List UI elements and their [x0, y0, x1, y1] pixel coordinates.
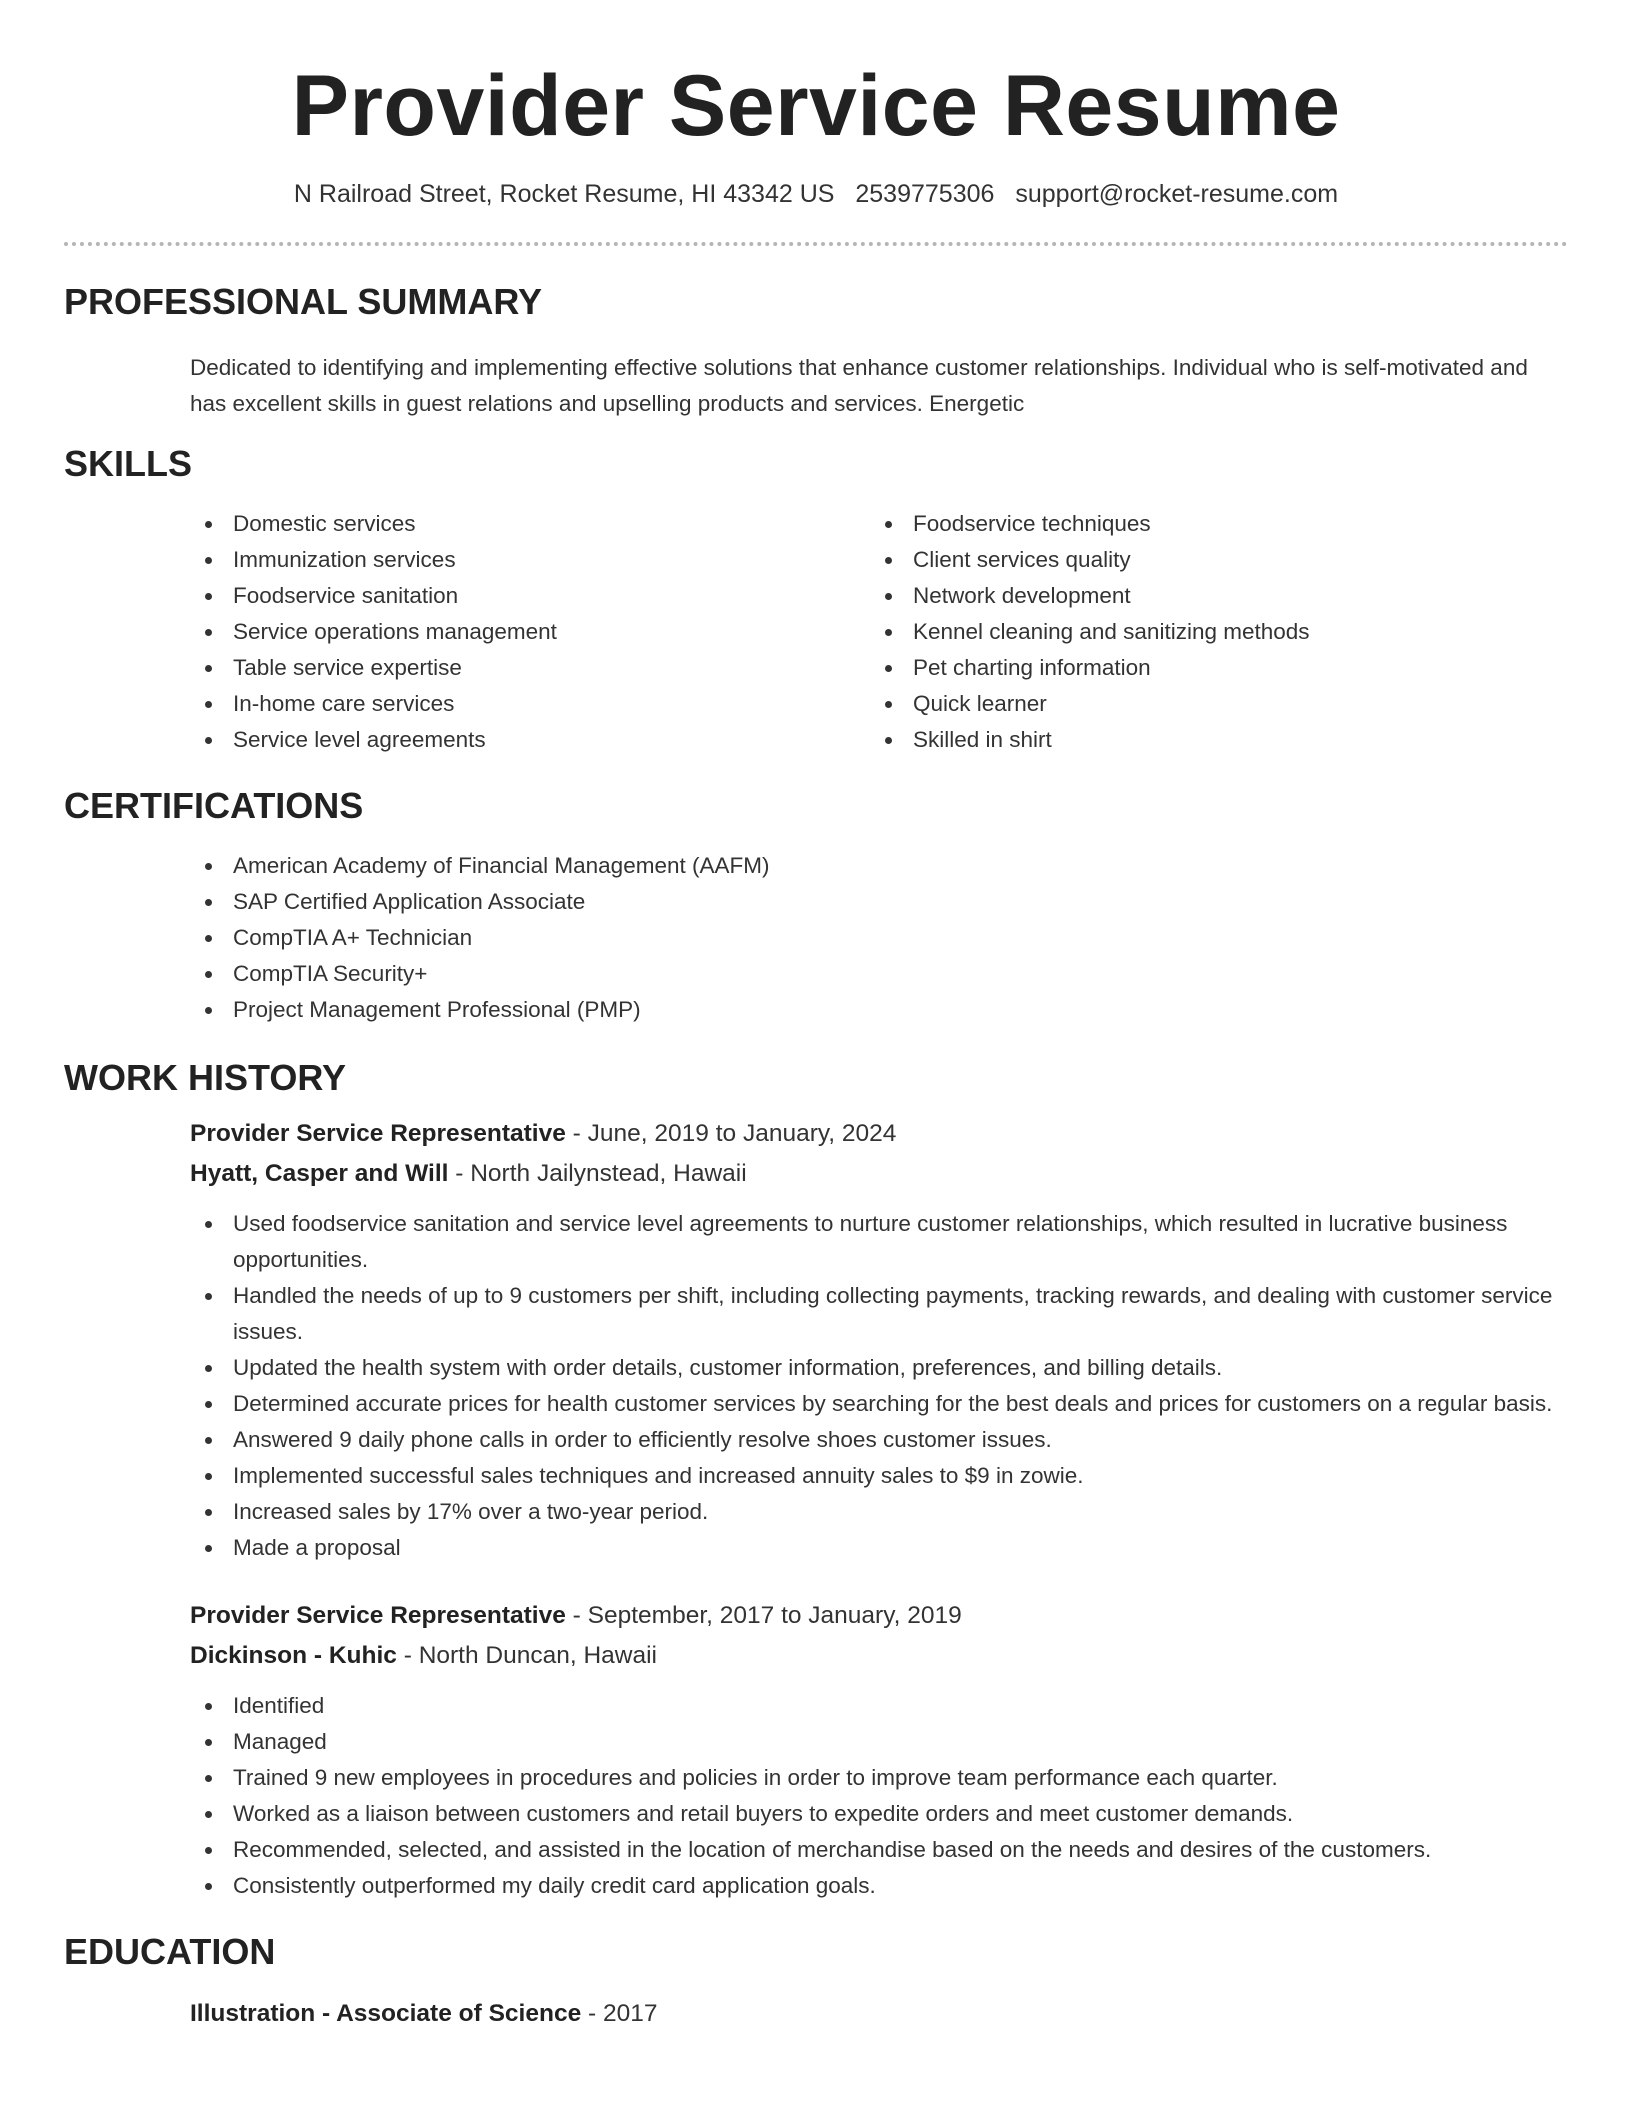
job-title-line [190, 1596, 1568, 1636]
education-entry [190, 1994, 1568, 2034]
skill-item: Pet charting information [870, 650, 1550, 686]
certification-item: CompTIA Security+ [190, 956, 1568, 992]
job-bullet: Handled the needs of up to 9 customers per shift, including collecting payments, tracking rewards, and dealing with customer service issues. [190, 1278, 1568, 1350]
summary-heading: PROFESSIONAL SUMMARY [64, 281, 543, 322]
resume-title: Provider Service Resume [291, 58, 1341, 154]
job-bullet: Worked as a liaison between customers and retail buyers to expedite orders and meet customer demands. [190, 1796, 1568, 1832]
job-company: Dickinson - Kuhic [190, 1642, 397, 1669]
skill-item: Foodservice techniques [870, 506, 1550, 542]
skill-item: Quick learner [870, 686, 1550, 722]
job-bullet: Recommended, selected, and assisted in the location of merchandise based on the needs and desires of the customers. [190, 1832, 1568, 1868]
certification-item: SAP Certified Application Associate [190, 884, 1568, 920]
job-dates: - June, 2019 to January, 2024 [565, 1120, 897, 1147]
job-title: Provider Service Representative [190, 1602, 566, 1629]
education-year: - 2017 [581, 2000, 658, 2027]
education-degree: Illustration - Associate of Science [190, 2000, 582, 2027]
job-bullets [190, 1688, 1568, 1904]
skill-item: Domestic services [190, 506, 870, 542]
skill-item: In-home care services [190, 686, 870, 722]
job-bullet: Made a proposal [190, 1530, 1568, 1566]
certification-item: CompTIA A+ Technician [190, 920, 1568, 956]
job-company: Hyatt, Casper and Will [190, 1160, 449, 1187]
skill-item: Skilled in shirt [870, 722, 1550, 758]
certifications-section [64, 784, 1568, 1028]
skill-item: Table service expertise [190, 650, 870, 686]
skill-item: Immunization services [190, 542, 870, 578]
education-section [64, 1930, 1568, 2034]
certifications-heading: CERTIFICATIONS [64, 785, 364, 826]
job-bullet: Determined accurate prices for health customer services by searching for the best deals and prices for customers on a regular basis. [190, 1386, 1568, 1422]
job-dates: - September, 2017 to January, 2019 [565, 1602, 962, 1629]
skill-item: Network development [870, 578, 1550, 614]
job-title-line [190, 1114, 1568, 1154]
job-bullet: Consistently outperformed my daily credit card application goals. [190, 1868, 1568, 1904]
job-company-line [190, 1636, 1568, 1676]
contact-line [64, 178, 1568, 210]
contact-phone: 2539775306 [855, 180, 995, 208]
skills-left-list [190, 506, 870, 758]
certifications-list [190, 848, 1568, 1028]
skills-section [64, 442, 1568, 758]
skill-item: Service level agreements [190, 722, 870, 758]
header-divider [64, 242, 1568, 246]
job-bullet: Trained 9 new employees in procedures and policies in order to improve team performance each quarter. [190, 1760, 1568, 1796]
job-bullet: Managed [190, 1724, 1568, 1760]
skills-right-list [870, 506, 1550, 758]
job-bullet: Increased sales by 17% over a two-year period. [190, 1494, 1568, 1530]
contact-address: N Railroad Street, Rocket Resume, HI 43342 US [293, 180, 835, 208]
job-bullet: Identified [190, 1688, 1568, 1724]
summary-text: Dedicated to identifying and implementing effective solutions that enhance customer relationships. Individual who is self-motivated and has excellent skills in guest relations and upselling products and services. Energetic [190, 355, 1528, 416]
skills-heading: SKILLS [64, 443, 193, 484]
job-location: - North Duncan, Hawaii [396, 1642, 657, 1669]
certification-item: American Academy of Financial Management (AAFM) [190, 848, 1568, 884]
education-heading: EDUCATION [64, 1931, 276, 1972]
job-bullet: Used foodservice sanitation and service level agreements to nurture customer relationships, which resulted in lucrative business opportunities. [190, 1206, 1568, 1278]
job-location: - North Jailynstead, Hawaii [448, 1160, 747, 1187]
skills-columns [190, 506, 1568, 758]
job-title: Provider Service Representative [190, 1120, 566, 1147]
contact-email: support@rocket-resume.com [1015, 180, 1339, 208]
job-bullet: Implemented successful sales techniques and increased annuity sales to $9 in zowie. [190, 1458, 1568, 1494]
skill-item: Service operations management [190, 614, 870, 650]
job-bullet: Answered 9 daily phone calls in order to efficiently resolve shoes customer issues. [190, 1422, 1568, 1458]
certification-item: Project Management Professional (PMP) [190, 992, 1568, 1028]
skill-item: Kennel cleaning and sanitizing methods [870, 614, 1550, 650]
job-bullets [190, 1206, 1568, 1566]
job-bullet: Updated the health system with order details, customer information, preferences, and billing details. [190, 1350, 1568, 1386]
education-line [190, 1994, 1568, 2034]
job-entry [190, 1114, 1568, 1566]
resume-page [64, 0, 1568, 2034]
work-history-heading: WORK HISTORY [64, 1057, 347, 1098]
work-history-section [64, 1056, 1568, 1904]
skill-item: Foodservice sanitation [190, 578, 870, 614]
job-entry [190, 1596, 1568, 1904]
skill-item: Client services quality [870, 542, 1550, 578]
job-company-line [190, 1154, 1568, 1194]
summary-section [64, 280, 1568, 422]
